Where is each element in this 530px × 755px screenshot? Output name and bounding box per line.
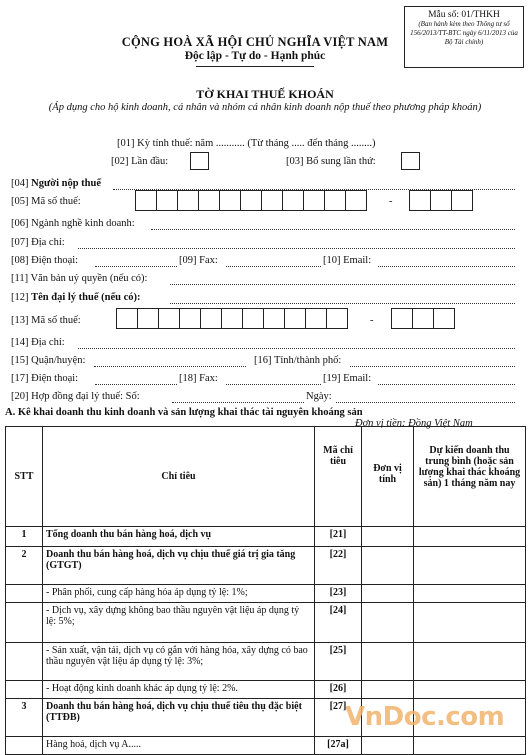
field-16-label: Tỉnh/thành phố: — [273, 355, 342, 366]
field-04-code: [04] — [11, 178, 29, 189]
row-label: Doanh thu bán hàng hoá, dịch vụ chịu thuế tiêu thụ đặc biệt (TTĐB) — [43, 699, 315, 737]
table-row — [6, 643, 526, 681]
field-09-code: [09] — [179, 255, 197, 266]
row-value-cell[interactable] — [414, 643, 526, 681]
row-code: [27a] — [315, 737, 362, 755]
supplement-checkbox[interactable] — [401, 152, 420, 170]
field-17-label: [17] Điện thoại: — [11, 373, 79, 384]
row-label: - Sản xuất, vận tải, dịch vụ có gắn với hàng hóa, xây dựng có bao thầu nguyên vật liệu áp dụng tỷ lệ: 3%; — [43, 643, 315, 681]
row-code: [27] — [315, 699, 362, 737]
row-stt: 2 — [6, 547, 43, 585]
field-20-date-label: Ngày: — [306, 391, 332, 402]
row-code: [22] — [315, 547, 362, 585]
address-input[interactable] — [78, 248, 515, 249]
field-05-label: [05] Mã số thuế: — [11, 196, 81, 207]
field-19-label: Email: — [343, 373, 372, 384]
business-line-input[interactable] — [151, 229, 515, 230]
row-code: [23] — [315, 585, 362, 603]
row-stt — [6, 737, 43, 755]
field-12 — [11, 292, 141, 303]
field-09 — [179, 255, 218, 266]
contract-date-input[interactable] — [336, 402, 515, 403]
row-stt — [6, 681, 43, 699]
row-value-cell[interactable] — [414, 527, 526, 547]
currency-unit: Đơn vị tiền: Đồng Việt Nam — [355, 418, 473, 429]
field-01-tax-period[interactable]: [01] Kỳ tính thuế: năm ........... (Từ tháng ..... đến tháng ........) — [117, 138, 376, 149]
table-row — [6, 681, 526, 699]
header-forecast: Dự kiến doanh thu trung bình (hoặc sản lượng khai thác khoáng sản) 1 tháng năm nay — [414, 427, 526, 527]
form-note: (Ban hành kèm theo Thông tư số 156/2013/TT-BTC ngày 6/11/2013 của Bộ Tài chính) — [410, 20, 518, 46]
row-unit-cell[interactable] — [362, 603, 414, 643]
field-20-label: [20] Hợp đồng đại lý thuế: Số: — [11, 391, 140, 402]
district-input[interactable] — [94, 366, 246, 367]
row-unit-cell[interactable] — [362, 547, 414, 585]
row-unit-cell[interactable] — [362, 737, 414, 755]
row-value-cell[interactable] — [414, 547, 526, 585]
field-03-label: [03] Bổ sung lần thứ: — [286, 156, 376, 167]
table-row — [6, 737, 526, 755]
row-value-cell[interactable] — [414, 737, 526, 755]
row-label: - Phân phối, cung cấp hàng hóa áp dụng tỷ lệ: 1%; — [43, 585, 315, 603]
field-18 — [179, 373, 218, 384]
row-code: [24] — [315, 603, 362, 643]
fax-input[interactable] — [226, 266, 321, 267]
tax-code-branch-cells[interactable] — [409, 190, 472, 211]
row-value-cell[interactable] — [414, 603, 526, 643]
row-stt — [6, 603, 43, 643]
tax-code-dash: - — [389, 196, 393, 207]
field-06-label: [06] Ngành nghề kinh doanh: — [11, 218, 135, 229]
row-unit-cell[interactable] — [362, 643, 414, 681]
header-code: Mã chỉ tiêu — [315, 427, 362, 527]
row-unit-cell[interactable] — [362, 527, 414, 547]
row-label: Doanh thu bán hàng hoá, dịch vụ chịu thuế giá trị gia tăng (GTGT) — [43, 547, 315, 585]
field-18-code: [18] — [179, 373, 197, 384]
field-15-label: [15] Quận/huyện: — [11, 355, 86, 366]
header-stt: STT — [6, 427, 43, 527]
row-unit-cell[interactable] — [362, 585, 414, 603]
section-a-heading: A. Kê khai doanh thu kinh doanh và sản lượng khai thác tài nguyên khoáng sản — [5, 407, 363, 418]
form-number-box — [404, 6, 524, 68]
field-11-label: [11] Văn bản uỷ quyền (nếu có): — [11, 273, 148, 284]
agent-address-input[interactable] — [78, 348, 515, 349]
email-input[interactable] — [378, 266, 515, 267]
contract-number-input[interactable] — [172, 402, 304, 403]
table-row — [6, 547, 526, 585]
row-code: [21] — [315, 527, 362, 547]
row-code: [25] — [315, 643, 362, 681]
field-19-code: [19] — [323, 373, 341, 384]
vndoc-watermark: VnDoc.com — [345, 702, 505, 732]
row-value-cell[interactable] — [414, 681, 526, 699]
row-label: - Dịch vụ, xây dựng không bao thầu nguyên vật liệu áp dụng tỷ lệ: 5%; — [43, 603, 315, 643]
table-row — [6, 603, 526, 643]
field-10-label: Email: — [343, 255, 372, 266]
form-number: Mẫu số: 01/THKH — [428, 10, 500, 20]
agent-phone-input[interactable] — [95, 384, 177, 385]
field-10-code: [10] — [323, 255, 341, 266]
row-label: Hàng hoá, dịch vụ A..... — [43, 737, 315, 755]
page-title: TỜ KHAI THUẾ KHOÁN — [196, 87, 334, 101]
field-14-label: [14] Địa chỉ: — [11, 337, 65, 348]
row-stt — [6, 585, 43, 603]
row-code: [26] — [315, 681, 362, 699]
field-08-label: [08] Điện thoại: — [11, 255, 79, 266]
header-unit: Đơn vị tính — [362, 427, 414, 527]
row-unit-cell[interactable] — [362, 681, 414, 699]
tax-agent-name-input[interactable] — [170, 303, 515, 304]
field-19 — [323, 373, 371, 384]
field-10 — [323, 255, 371, 266]
agent-tax-code-dash: - — [370, 315, 374, 326]
agent-tax-code-cells[interactable] — [116, 308, 347, 329]
field-07-label: [07] Địa chỉ: — [11, 237, 65, 248]
table-row — [6, 527, 526, 547]
row-stt: 1 — [6, 527, 43, 547]
header-indicator: Chỉ tiêu — [43, 427, 315, 527]
field-16 — [254, 355, 341, 366]
motto: Độc lập - Tự do - Hạnh phúc — [184, 50, 326, 62]
authorization-input[interactable] — [170, 284, 515, 285]
field-04-label: Người nộp thuế — [31, 178, 102, 189]
agent-fax-input[interactable] — [226, 384, 321, 385]
row-label: Tổng doanh thu bán hàng hoá, dịch vụ — [43, 527, 315, 547]
field-18-label: Fax: — [199, 373, 218, 384]
row-stt — [6, 643, 43, 681]
row-value-cell[interactable] — [414, 585, 526, 603]
phone-input[interactable] — [95, 266, 177, 267]
nation-heading: CỘNG HOÀ XÃ HỘI CHỦ NGHĨA VIỆT NAM — [121, 35, 389, 49]
table-row — [6, 585, 526, 603]
motto-underline — [196, 66, 314, 67]
row-stt: 3 — [6, 699, 43, 737]
field-16-code: [16] — [254, 355, 272, 366]
field-09-label: Fax: — [199, 255, 218, 266]
agent-email-input[interactable] — [378, 384, 515, 385]
agent-tax-code-branch-cells[interactable] — [391, 308, 454, 329]
field-12-code: [12] — [11, 292, 29, 303]
first-time-checkbox[interactable] — [190, 152, 209, 170]
tax-code-cells[interactable] — [135, 190, 366, 211]
page-subtitle: (Áp dụng cho hộ kinh doanh, cá nhân và nhóm cá nhân kinh doanh nộp thuế theo phương pháp khoán) — [48, 102, 482, 113]
field-04 — [11, 178, 101, 189]
row-label: - Hoạt động kinh doanh khác áp dụng tỷ lệ: 2%. — [43, 681, 315, 699]
field-02-label: [02] Lần đầu: — [111, 156, 169, 167]
field-13-label: [13] Mã số thuế: — [11, 315, 81, 326]
field-12-label: Tên đại lý thuế (nếu có): — [31, 292, 141, 303]
province-input[interactable] — [350, 366, 515, 367]
